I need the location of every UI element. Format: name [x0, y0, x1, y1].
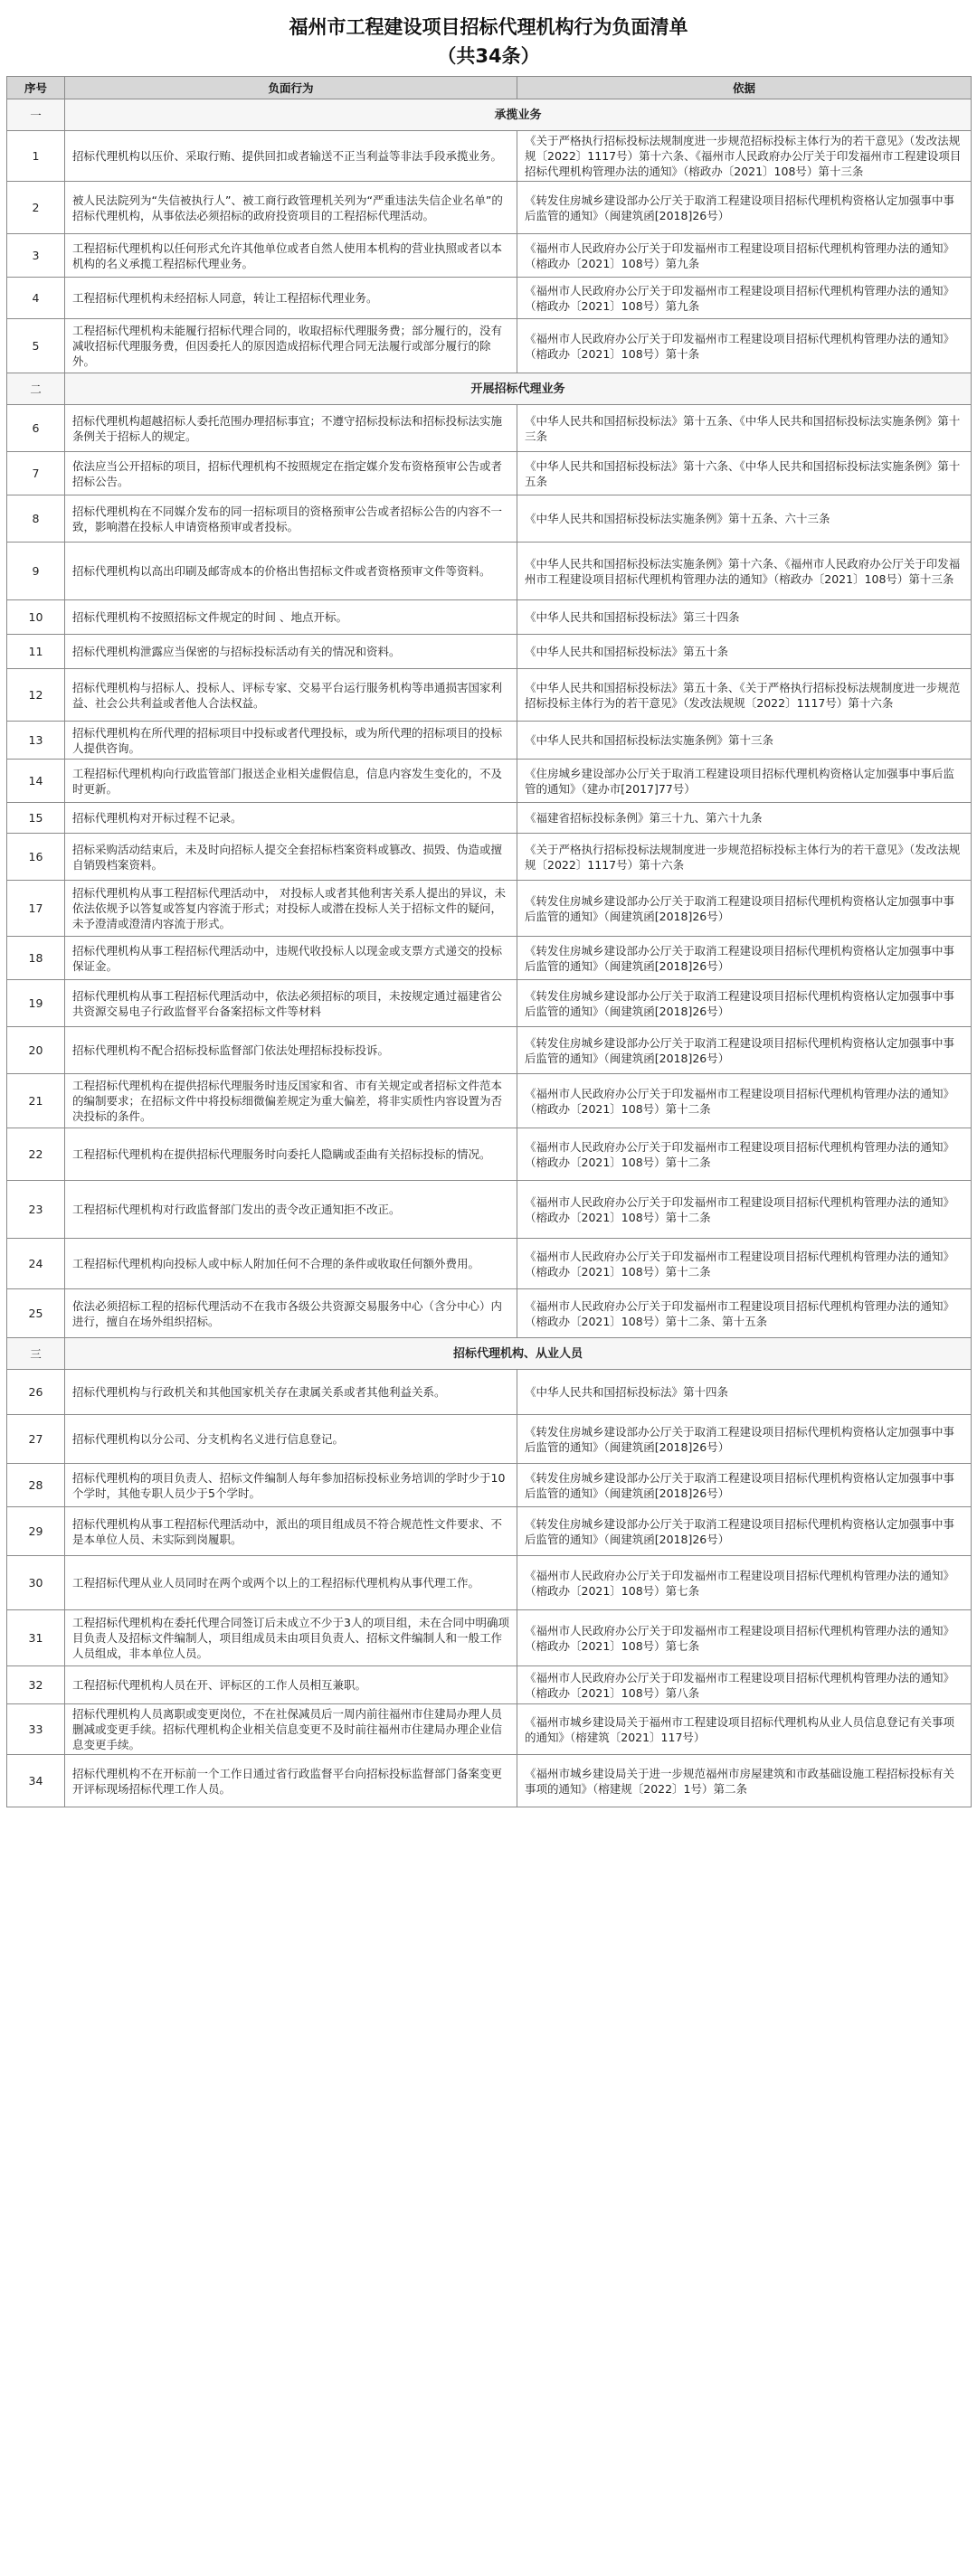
section-number: 一 [7, 99, 65, 131]
negative-behavior-cell: 工程招标代理机构在提供招标代理服务时向委托人隐瞒或歪曲有关招标投标的情况。 [65, 1128, 517, 1181]
table-row [7, 980, 972, 1027]
negative-behavior-cell: 工程招标代理机构向行政监管部门报送企业相关虚假信息，信息内容发生变化的，不及时更新。 [65, 760, 517, 803]
header-behavior: 负面行为 [65, 77, 517, 99]
row-number: 14 [7, 760, 65, 803]
negative-behavior-cell: 招标代理机构从事工程招标代理活动中， 对投标人或者其他利害关系人提出的异议，未依法依规予以答复或答复内容流于形式；对投标人或潜在投标人关于招标文件的疑问，未予澄清或澄清内容流于形式。 [65, 881, 517, 937]
negative-behavior-cell: 招标代理机构与行政机关和其他国家机关存在隶属关系或者其他利益关系。 [65, 1370, 517, 1415]
table-row [7, 319, 972, 373]
table-row [7, 1507, 972, 1556]
negative-behavior-cell: 被人民法院列为“失信被执行人”、被工商行政管理机关列为“严重违法失信企业名单”的招标代理机构，从事依法必须招标的政府投资项目的工程招标代理活动。 [65, 182, 517, 234]
section-row [7, 373, 972, 405]
row-number: 15 [7, 803, 65, 834]
basis-cell: 《中华人民共和国招标投标法实施条例》第十五条、六十三条 [517, 495, 972, 543]
table-row [7, 803, 972, 834]
row-number: 32 [7, 1666, 65, 1704]
basis-cell: 《福州市人民政府办公厅关于印发福州市工程建设项目招标代理机构管理办法的通知》（榕政办〔2021〕108号）第七条 [517, 1556, 972, 1610]
table-row [7, 1074, 972, 1128]
row-number: 5 [7, 319, 65, 373]
table-row [7, 495, 972, 543]
negative-behavior-cell: 招标代理机构从事工程招标代理活动中，违规代收投标人以现金或支票方式递交的投标保证金。 [65, 937, 517, 980]
table-row [7, 937, 972, 980]
row-number: 22 [7, 1128, 65, 1181]
row-number: 30 [7, 1556, 65, 1610]
row-number: 3 [7, 234, 65, 278]
negative-behavior-cell: 招标代理机构的项目负责人、招标文件编制人每年参加招标投标业务培训的学时少于10个学时，其他专职人员少于5个学时。 [65, 1464, 517, 1507]
table-row [7, 543, 972, 600]
table-row [7, 1755, 972, 1807]
row-number: 8 [7, 495, 65, 543]
table-row [7, 278, 972, 319]
negative-behavior-cell: 招标代理机构泄露应当保密的与招标投标活动有关的情况和资料。 [65, 635, 517, 669]
negative-behavior-cell: 工程招标代理从业人员同时在两个或两个以上的工程招标代理机构从事代理工作。 [65, 1556, 517, 1610]
row-number: 34 [7, 1755, 65, 1807]
basis-cell: 《中华人民共和国招标投标法》第十四条 [517, 1370, 972, 1415]
basis-cell: 《福州市人民政府办公厅关于印发福州市工程建设项目招标代理机构管理办法的通知》（榕政办〔2021〕108号）第八条 [517, 1666, 972, 1704]
basis-cell: 《福州市人民政府办公厅关于印发福州市工程建设项目招标代理机构管理办法的通知》（榕政办〔2021〕108号）第十二条 [517, 1239, 972, 1289]
table-row [7, 1289, 972, 1338]
row-number: 6 [7, 405, 65, 452]
basis-cell: 《转发住房城乡建设部办公厅关于取消工程建设项目招标代理机构资格认定加强事中事后监管的通知》（闽建筑函[2018]26号） [517, 881, 972, 937]
table-row [7, 600, 972, 635]
section-row [7, 99, 972, 131]
page-subtitle: （共34条） [437, 45, 540, 67]
section-row [7, 1338, 972, 1370]
basis-cell: 《转发住房城乡建设部办公厅关于取消工程建设项目招标代理机构资格认定加强事中事后监管的通知》（闽建筑函[2018]26号） [517, 980, 972, 1027]
section-title: 承揽业务 [65, 99, 972, 131]
row-number: 26 [7, 1370, 65, 1415]
basis-cell: 《转发住房城乡建设部办公厅关于取消工程建设项目招标代理机构资格认定加强事中事后监管的通知》（闽建筑函[2018]26号） [517, 1464, 972, 1507]
basis-cell: 《福州市人民政府办公厅关于印发福州市工程建设项目招标代理机构管理办法的通知》（榕政办〔2021〕108号）第十二条 [517, 1074, 972, 1128]
table-row [7, 1370, 972, 1415]
row-number: 10 [7, 600, 65, 635]
negative-behavior-cell: 工程招标代理机构在提供招标代理服务时违反国家和省、市有关规定或者招标文件范本的编制要求；在招标文件中将投标细微偏差规定为重大偏差，将非实质性内容设置为否决投标的条件。 [65, 1074, 517, 1128]
table-row [7, 1556, 972, 1610]
basis-cell: 《转发住房城乡建设部办公厅关于取消工程建设项目招标代理机构资格认定加强事中事后监管的通知》（闽建筑函[2018]26号） [517, 1027, 972, 1074]
row-number: 25 [7, 1289, 65, 1338]
row-number: 17 [7, 881, 65, 937]
negative-behavior-cell: 招标代理机构与招标人、投标人、评标专家、交易平台运行服务机构等串通损害国家利益、社会公共利益或者他人合法权益。 [65, 669, 517, 722]
table-row [7, 722, 972, 760]
basis-cell: 《关于严格执行招标投标法规制度进一步规范招标投标主体行为的若干意见》（发改法规规〔2022〕1117号）第十六条 [517, 834, 972, 881]
basis-cell: 《中华人民共和国招标投标法实施条例》第十六条、《福州市人民政府办公厅关于印发福州市工程建设项目招标代理机构管理办法的通知》（榕政办〔2021〕108号）第十三条 [517, 543, 972, 600]
table-row [7, 760, 972, 803]
table-row [7, 1704, 972, 1755]
negative-behavior-cell: 招标代理机构以高出印刷及邮寄成本的价格出售招标文件或者资格预审文件等资料。 [65, 543, 517, 600]
row-number: 24 [7, 1239, 65, 1289]
header-basis: 依据 [517, 77, 972, 99]
basis-cell: 《中华人民共和国招标投标法实施条例》第十三条 [517, 722, 972, 760]
table-row [7, 669, 972, 722]
table-row [7, 1181, 972, 1239]
negative-behavior-cell: 工程招标代理机构对行政监督部门发出的责令改正通知拒不改正。 [65, 1181, 517, 1239]
row-number: 18 [7, 937, 65, 980]
basis-cell: 《福州市人民政府办公厅关于印发福州市工程建设项目招标代理机构管理办法的通知》（榕政办〔2021〕108号）第九条 [517, 234, 972, 278]
basis-cell: 《转发住房城乡建设部办公厅关于取消工程建设项目招标代理机构资格认定加强事中事后监管的通知》（闽建筑函[2018]26号） [517, 1507, 972, 1556]
basis-cell: 《福州市城乡建设局关于福州市工程建设项目招标代理机构从业人员信息登记有关事项的通知》（榕建筑〔2021〕117号） [517, 1704, 972, 1755]
row-number: 4 [7, 278, 65, 319]
table-row [7, 1666, 972, 1704]
row-number: 19 [7, 980, 65, 1027]
basis-cell: 《转发住房城乡建设部办公厅关于取消工程建设项目招标代理机构资格认定加强事中事后监管的通知》（闽建筑函[2018]26号） [517, 937, 972, 980]
negative-behavior-cell: 招标代理机构在所代理的招标项目中投标或者代理投标，或为所代理的招标项目的投标人提供咨询。 [65, 722, 517, 760]
table-row [7, 1464, 972, 1507]
negative-behavior-cell: 依法必须招标工程的招标代理活动不在我市各级公共资源交易服务中心（含分中心）内进行，擅自在场外组织招标。 [65, 1289, 517, 1338]
basis-cell: 《福州市人民政府办公厅关于印发福州市工程建设项目招标代理机构管理办法的通知》（榕政办〔2021〕108号）第九条 [517, 278, 972, 319]
section-number: 三 [7, 1338, 65, 1370]
table-row [7, 234, 972, 278]
negative-behavior-cell: 工程招标代理机构以任何形式允许其他单位或者自然人使用本机构的营业执照或者以本机构的名义承揽工程招标代理业务。 [65, 234, 517, 278]
basis-cell: 《中华人民共和国招标投标法》第十六条、《中华人民共和国招标投标法实施条例》第十五条 [517, 452, 972, 495]
page-title: 福州市工程建设项目招标代理机构行为负面清单 [289, 16, 688, 38]
negative-behavior-cell: 工程招标代理机构未经招标人同意，转让工程招标代理业务。 [65, 278, 517, 319]
basis-cell: 《中华人民共和国招标投标法》第三十四条 [517, 600, 972, 635]
row-number: 7 [7, 452, 65, 495]
page-header [0, 0, 977, 74]
row-number: 29 [7, 1507, 65, 1556]
table-row [7, 182, 972, 234]
table-row [7, 1128, 972, 1181]
basis-cell: 《福州市人民政府办公厅关于印发福州市工程建设项目招标代理机构管理办法的通知》（榕政办〔2021〕108号）第十条 [517, 319, 972, 373]
row-number: 33 [7, 1704, 65, 1755]
negative-behavior-cell: 招标代理机构不按照招标文件规定的时间 、地点开标。 [65, 600, 517, 635]
table-row [7, 1239, 972, 1289]
row-number: 1 [7, 131, 65, 182]
row-number: 20 [7, 1027, 65, 1074]
negative-behavior-cell: 招标代理机构以分公司、分支机构名义进行信息登记。 [65, 1415, 517, 1464]
row-number: 28 [7, 1464, 65, 1507]
negative-behavior-cell: 招标代理机构不在开标前一个工作日通过省行政监督平台向招标投标监督部门备案变更开评标现场招标代理工作人员。 [65, 1755, 517, 1807]
basis-cell: 《福州市人民政府办公厅关于印发福州市工程建设项目招标代理机构管理办法的通知》（榕政办〔2021〕108号）第七条 [517, 1610, 972, 1666]
table-row [7, 1610, 972, 1666]
row-number: 16 [7, 834, 65, 881]
basis-cell: 《福州市人民政府办公厅关于印发福州市工程建设项目招标代理机构管理办法的通知》（榕政办〔2021〕108号）第十二条 [517, 1128, 972, 1181]
basis-cell: 《中华人民共和国招标投标法》第十五条、《中华人民共和国招标投标法实施条例》第十三条 [517, 405, 972, 452]
negative-behavior-cell: 工程招标代理机构人员在开、评标区的工作人员相互兼职。 [65, 1666, 517, 1704]
basis-cell: 《福州市人民政府办公厅关于印发福州市工程建设项目招标代理机构管理办法的通知》（榕政办〔2021〕108号）第十二条 [517, 1181, 972, 1239]
negative-list-table [6, 76, 972, 1807]
negative-behavior-cell: 招标代理机构对开标过程不记录。 [65, 803, 517, 834]
negative-behavior-cell: 招标采购活动结束后，未及时向招标人提交全套招标档案资料或篡改、损毁、伪造或擅自销毁档案资料。 [65, 834, 517, 881]
section-title: 开展招标代理业务 [65, 373, 972, 405]
row-number: 13 [7, 722, 65, 760]
basis-cell: 《转发住房城乡建设部办公厅关于取消工程建设项目招标代理机构资格认定加强事中事后监管的通知》（闽建筑函[2018]26号） [517, 182, 972, 234]
basis-cell: 《福州市城乡建设局关于进一步规范福州市房屋建筑和市政基础设施工程招标投标有关事项的通知》（榕建规〔2022〕1号）第二条 [517, 1755, 972, 1807]
table-row [7, 131, 972, 182]
basis-cell: 《福州市人民政府办公厅关于印发福州市工程建设项目招标代理机构管理办法的通知》（榕政办〔2021〕108号）第十二条、第十五条 [517, 1289, 972, 1338]
basis-cell: 《福建省招标投标条例》第三十九、第六十九条 [517, 803, 972, 834]
table-row [7, 635, 972, 669]
negative-behavior-cell: 招标代理机构从事工程招标代理活动中，派出的项目组成员不符合规范性文件要求、不是本单位人员、未实际到岗履职。 [65, 1507, 517, 1556]
negative-behavior-cell: 招标代理机构人员离职或变更岗位，不在社保减员后一周内前往福州市住建局办理人员删减或变更手续。招标代理机构企业相关信息变更不及时前往福州市住建局办理企业信息变更手续。 [65, 1704, 517, 1755]
table-row [7, 1027, 972, 1074]
negative-behavior-cell: 工程招标代理机构向投标人或中标人附加任何不合理的条件或收取任何额外费用。 [65, 1239, 517, 1289]
table-row [7, 834, 972, 881]
table-row [7, 405, 972, 452]
negative-behavior-cell: 招标代理机构以压价、采取行贿、提供回扣或者输送不正当利益等非法手段承揽业务。 [65, 131, 517, 182]
section-number: 二 [7, 373, 65, 405]
row-number: 23 [7, 1181, 65, 1239]
negative-behavior-cell: 招标代理机构在不同媒介发布的同一招标项目的资格预审公告或者招标公告的内容不一致，影响潜在投标人申请资格预审或者投标。 [65, 495, 517, 543]
row-number: 27 [7, 1415, 65, 1464]
negative-behavior-cell: 招标代理机构不配合招标投标监督部门依法处理招标投标投诉。 [65, 1027, 517, 1074]
negative-behavior-cell: 招标代理机构超越招标人委托范围办理招标事宜；不遵守招标投标法和招标投标法实施条例关于招标人的规定。 [65, 405, 517, 452]
row-number: 21 [7, 1074, 65, 1128]
section-title: 招标代理机构、从业人员 [65, 1338, 972, 1370]
table-header-row [7, 77, 972, 99]
negative-behavior-cell: 依法应当公开招标的项目，招标代理机构不按照规定在指定媒介发布资格预审公告或者招标公告。 [65, 452, 517, 495]
table-row [7, 452, 972, 495]
negative-behavior-cell: 工程招标代理机构未能履行招标代理合同的，收取招标代理服务费；部分履行的，没有减收招标代理服务费，但因委托人的原因造成招标代理合同无法履行或部分履行的除外。 [65, 319, 517, 373]
basis-cell: 《中华人民共和国招标投标法》第五十条 [517, 635, 972, 669]
table-row [7, 1415, 972, 1464]
row-number: 11 [7, 635, 65, 669]
basis-cell: 《住房城乡建设部办公厅关于取消工程建设项目招标代理机构资格认定加强事中事后监管的通知》（建办市[2017]77号） [517, 760, 972, 803]
negative-behavior-cell: 招标代理机构从事工程招标代理活动中，依法必须招标的项目，未按规定通过福建省公共资源交易电子行政监督平台备案招标文件等材料 [65, 980, 517, 1027]
basis-cell: 《关于严格执行招标投标法规制度进一步规范招标投标主体行为的若干意见》（发改法规规〔2022〕1117号）第十六条、《福州市人民政府办公厅关于印发福州市工程建设项目招标代理机构管理办法的通知》（榕政办〔2021〕108号）第十三条 [517, 131, 972, 182]
row-number: 2 [7, 182, 65, 234]
row-number: 9 [7, 543, 65, 600]
table-body [7, 99, 972, 1807]
basis-cell: 《转发住房城乡建设部办公厅关于取消工程建设项目招标代理机构资格认定加强事中事后监管的通知》（闽建筑函[2018]26号） [517, 1415, 972, 1464]
header-serial: 序号 [7, 77, 65, 99]
negative-behavior-cell: 工程招标代理机构在委托代理合同签订后未成立不少于3人的项目组，未在合同中明确项目负责人及招标文件编制人，项目组成员未由项目负责人、招标文件编制人和一般工作人员组成，非本单位人员。 [65, 1610, 517, 1666]
basis-cell: 《中华人民共和国招标投标法》第五十条、《关于严格执行招标投标法规制度进一步规范招标投标主体行为的若干意见》（发改法规规〔2022〕1117号）第十六条 [517, 669, 972, 722]
row-number: 31 [7, 1610, 65, 1666]
table-row [7, 881, 972, 937]
row-number: 12 [7, 669, 65, 722]
